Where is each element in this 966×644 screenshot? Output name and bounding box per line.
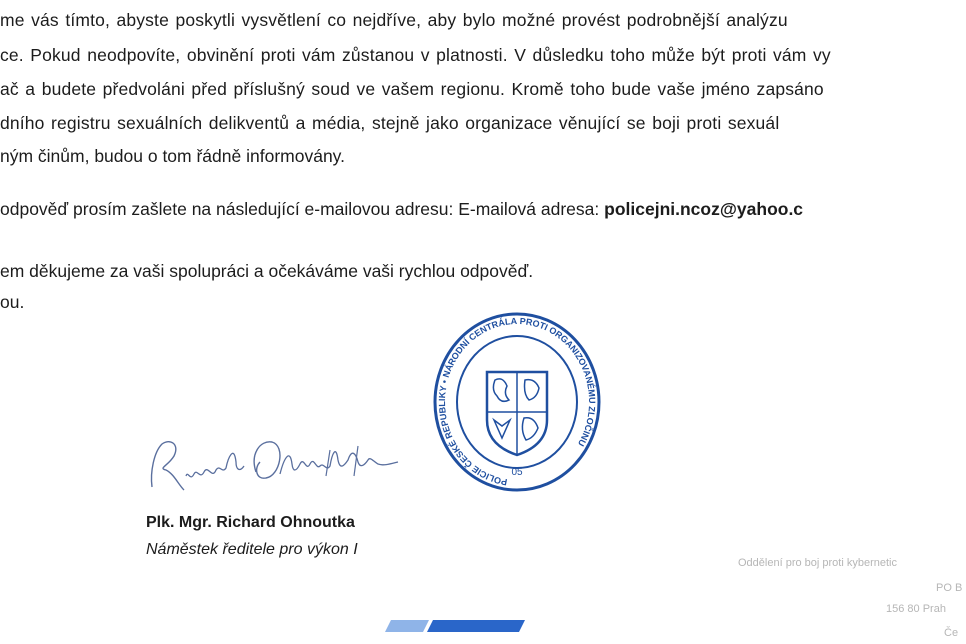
reply-instruction — [0, 198, 803, 220]
handwritten-signature — [140, 432, 440, 502]
footer-country: Če — [944, 627, 959, 639]
footer-decorative-bar — [385, 618, 525, 634]
body-line-1: me vás tímto, abyste poskytli vysvětlení co nejdříve, aby bylo možné provést podrobnější analýzu — [0, 10, 788, 30]
footer-postcode: 156 80 Prah — [886, 603, 946, 615]
body-line-4: dního registru sexuálních delikventů a média, stejně jako organizace věnující se boji proti sexuál — [0, 113, 780, 133]
signer-name: Plk. Mgr. Richard Ohnoutka — [146, 514, 355, 531]
body-line-5: ným činům, budou o tom řádně informovány. — [0, 146, 345, 166]
body-line-2: ce. Pokud neodpovíte, obvinění proti vám zůstanou v platnosti. V důsledku toho může být proti vám vy — [0, 45, 831, 65]
signer-title: Náměstek ředitele pro výkon I — [146, 541, 358, 558]
official-stamp — [432, 310, 602, 500]
stamp-ring-text: POLICIE ČESKÉ REPUBLIKY • NÁRODNÍ CENTRÁLA PROTI ORGANIZOVANÉMU ZLOČINU — [437, 315, 598, 488]
coat-of-arms-icon — [487, 372, 547, 455]
stamp-number: 05 — [511, 467, 523, 478]
thanks-line: em děkujeme za vaši spolupráci a očekáváme vaši rychlou odpověď. — [0, 261, 534, 281]
footer-po-box: PO B — [936, 582, 963, 594]
closing-line: ou. — [0, 292, 25, 312]
reply-prefix: odpověď prosím zašlete na následující e-mailovou adresu: E-mailová adresa: — [0, 199, 600, 219]
body-line-3: ač a budete předvoláni před příslušný soud ve vašem regionu. Kromě toho bude vaše jméno zapsáno — [0, 79, 824, 99]
footer-department: Oddělení pro boj proti kybernetic — [738, 557, 897, 569]
reply-email: policejni.ncoz@yahoo.c — [604, 199, 804, 219]
